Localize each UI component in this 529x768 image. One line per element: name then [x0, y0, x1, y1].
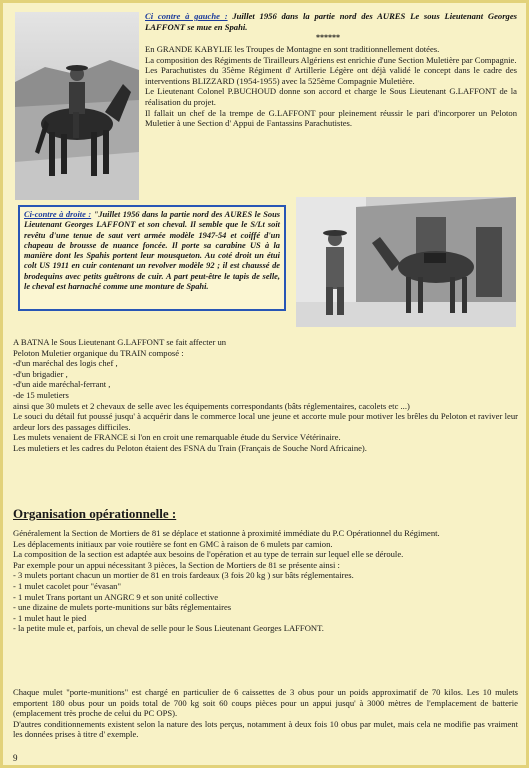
batna-line: Peloton Muletier organique du TRAIN composé :: [13, 347, 184, 358]
batna-line: -de 15 muletiers: [13, 389, 69, 400]
orga-line: - 1 mulet haut le pied: [13, 612, 87, 623]
photo-caption-right-box: [18, 205, 286, 311]
orga-line: - une dizaine de mulets porte-munitions sur bâts réglementaires: [13, 602, 232, 613]
batna-line: Les mulets venaient de FRANCE si l'on en croit une remarquable étude du Service Vétérinaire.: [13, 432, 341, 443]
photo-rider-on-horse: [15, 12, 139, 200]
orga-line: Les déplacements initiaux par voie routière se font en GMC à raison de 6 mulets par camion.: [13, 538, 333, 549]
batna-line: Le souci du détail fut poussé jusqu' à acquérir dans le commerce local une jeune et accorte mule pour motiver les brêles du Peloton et raviver leur ardeur lors des passages difficiles.: [13, 411, 518, 432]
batna-line: ainsi que 30 mulets et 2 chevaux de selle avec les équipements correspondants (bâts réglementaires, cacolets etc ...): [13, 400, 410, 411]
caption-lead: Ci contre à gauche :: [145, 11, 228, 21]
separator-stars: ******: [316, 33, 340, 42]
intro-paragraph: En GRANDE KABYLIE les Troupes de Montagne en sont traditionnellement dotées.: [145, 44, 440, 54]
orga-line: - la petite mule et, parfois, un cheval de selle pour le Sous Lieutenant Georges LAFFONT.: [13, 623, 324, 634]
page-number: 9: [13, 753, 18, 763]
caption-text: "Juillet 1956 dans la partie nord des AURES le Sous Lieutenant Georges LAFFONT et son cheval. Il semble que le S/Lt soit revêtu d'une tenue de saut vert armée modèle 1947-54 et coiffé d'un chapeau de brousse de nuance foncée. Il porte sa carabine US à la manière dont les Spahis portent leur mousqueton. Au coté droit un étui colt US 1911 en cuir contenant un revolver modèle 92 ; il est chaussé de brodequins avec petits guêtrons de cuir. A part peut-être le tapis de selle, le cheval est harnaché comme une monture de Spahi.: [24, 210, 280, 292]
orga-line: - 3 mulets portant chacun un mortier de 81 en trois fardeaux (3 fois 20 kg ) sur bâts réglementaires.: [13, 570, 354, 581]
munitions-paragraph: Chaque mulet "porte-munitions" est chargé en particulier de 6 caissettes de 3 obus pour un poids approximatif de 70 kilos. Les 10 mulets emportent 180 obus pour un poids total de 700 kg soit 60 coups pièces pour un appui jusqu' à 3000 mètres de l'emplacement de batterie (emplacement très proche de celui du PC OPS).: [13, 687, 518, 719]
batna-line: Les muletiers et les cadres du Peloton étaient des FSNA du Train (Français de Souche Nord Africaine).: [13, 442, 367, 453]
munitions-section: [13, 687, 518, 740]
caption-lead: Ci-contre à droite :: [24, 210, 92, 219]
orga-line: - 1 mulet Trans portant un ANGRC 9 et son unité collective: [13, 591, 219, 602]
batna-line: -d'un brigadier ,: [13, 368, 68, 379]
intro-paragraph: Il fallait un chef de la trempe de G.LAFFONT pour pleinement réussir le pari d'incorporer un Peloton Muletier à une Section d' Appui de Fantassins Parachutistes.: [145, 107, 517, 129]
intro-paragraph: Le Lieutenant Colonel P.BUCHOUD donne son accord et charge le Sous Lieutenant G.LAFFONT de la réalisation du projet.: [145, 86, 517, 107]
munitions-paragraph: D'autres conditionnements existent selon la nature des lots perçus, notamment à deux fois 10 obus par mulet, mais cela ne modifie pas vraiment les données prises à titre d' exemple.: [13, 718, 518, 740]
caption-text: Juillet 1956 dans la partie nord des AURES Le sous Lieutenant Georges LAFFONT se mue en Spahi.: [145, 11, 518, 32]
batna-line: -d'un maréchal des logis chef ,: [13, 358, 118, 369]
section-heading: Organisation opérationnelle :: [13, 506, 177, 521]
photo-caption-left: [145, 11, 517, 32]
intro-section: [145, 44, 517, 129]
intro-paragraph: Les Parachutistes du 35ème Régiment d' Artillerie Légère ont déjà validé le concept dans le cadre des interventions BLIZZARD (1954-1955) avec la 525ème Compagnie Muletière.: [145, 65, 517, 86]
photo-officer-with-horse: [296, 197, 516, 327]
orga-line: Généralement la Section de Mortiers de 81 se déplace et stationne à proximité immédiate du P.C Opérationnel du Régiment.: [13, 528, 440, 538]
orga-line: La composition de la section est adaptée aux besoins de l'opération et au type de terrain sur lequel elle se déroule.: [13, 549, 404, 560]
intro-paragraph: La composition des Régiments de Tirailleurs Algériens est enrichie d'une Section Muletière par Compagnie.: [145, 54, 517, 65]
organisation-section: [13, 528, 518, 634]
batna-section: [13, 337, 518, 454]
orga-line: Par exemple pour un appui nécessitant 3 pièces, la Section de Mortiers de 81 se présente ainsi :: [13, 559, 340, 570]
batna-line: -d'un aide maréchal-ferrant ,: [13, 379, 111, 390]
batna-line: A BATNA le Sous Lieutenant G.LAFFONT se fait affecter un: [13, 337, 227, 347]
orga-line: - 1 mulet cacolet pour "évasan": [13, 580, 121, 591]
